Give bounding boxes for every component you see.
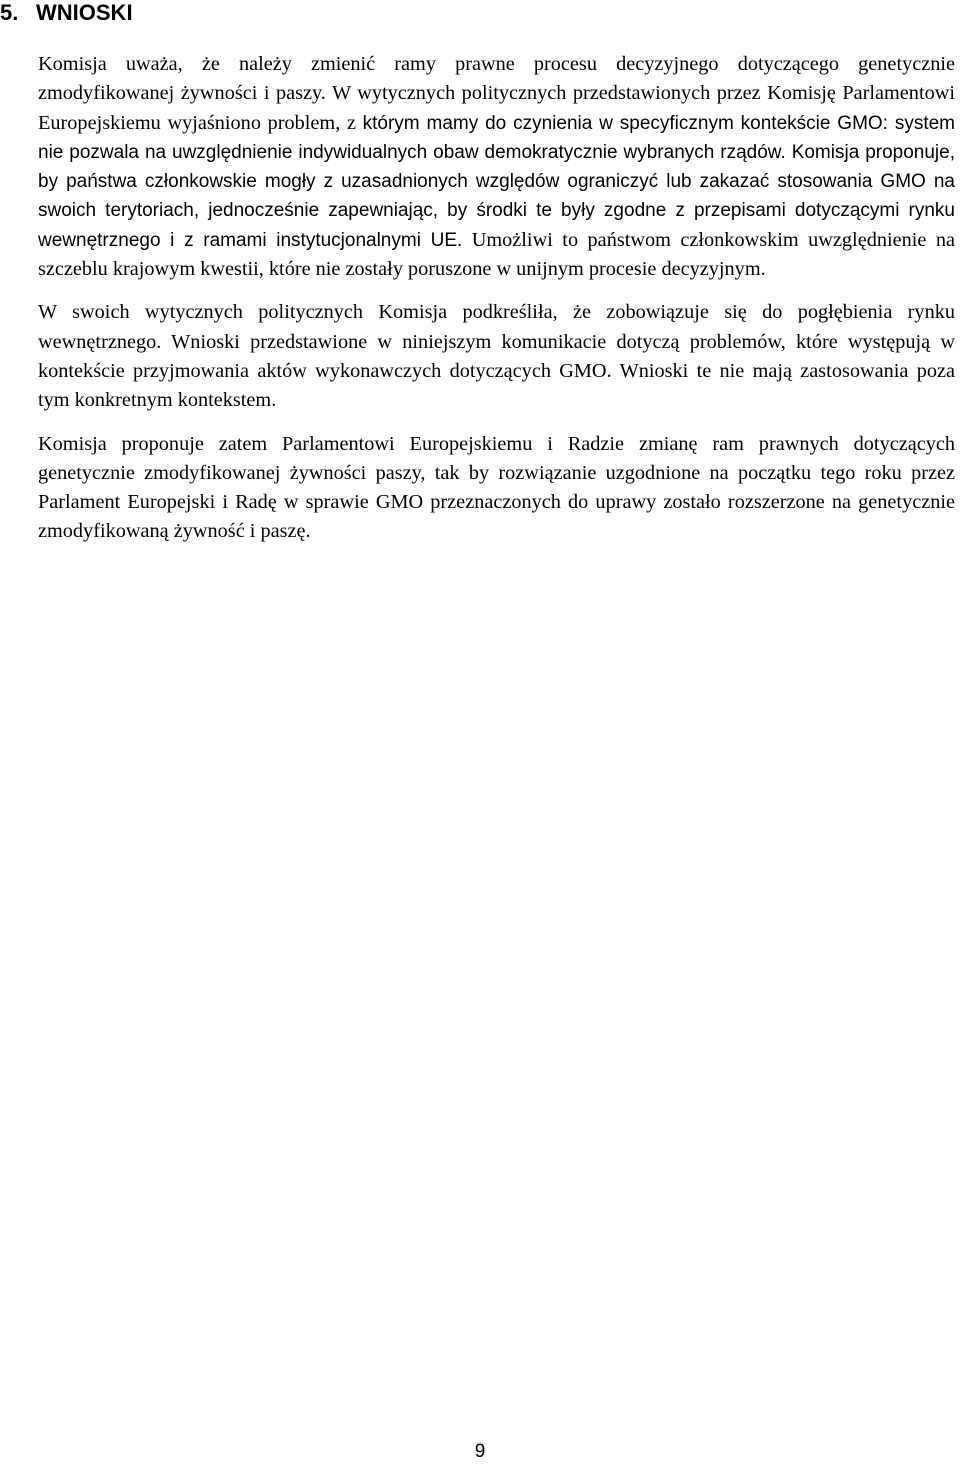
section-title: WNIOSKI xyxy=(36,0,133,25)
paragraph-1-middle: którym mamy do czynienia w specyficznym kontekście GMO: system nie pozwala na uwzględnienie indywidualnych obaw demokratycznie wybranych rządów. Komisja proponuje, by państwa członkowskie mogły z uzasadnionych względów ograniczyć lub zakazać stosowania GMO na swoich terytoriach, jednocześnie zapewniając, by środki te były zgodne z przepisami dotyczącymi rynku wewnętrznego i z ramami instytucjonalnymi UE. xyxy=(38,112,956,251)
paragraph-1-tail: Umożliwi to państwom członkowskim uwzględnienie na szczeblu krajowym kwestii, które nie zostały poruszone w unijnym procesie decyzyjnym. xyxy=(38,228,955,281)
paragraph-1-lead: Komisja uważa, że należy zmienić ramy prawne procesu decyzyjnego dotyczącego genetycznie zmodyfikowanej żywności i paszy. W wytycznych politycznych przedstawionych przez Komisję Parlamentowi Europejskiemu wyjaśniono problem, z xyxy=(38,53,955,134)
section-heading xyxy=(0,0,133,26)
paragraph-3: Komisja proponuje zatem Parlamentowi Europejskiemu i Radzie zmianę ram prawnych dotyczących genetycznie zmodyfikowanej żywności paszy, tak by rozwiązanie uzgodnione na początku tego roku przez Parlament Europejski i Radę w sprawie GMO przeznaczonych do uprawy zostało rozszerzone na genetycznie zmodyfikowaną żywność i paszę. xyxy=(38,432,955,543)
paragraph-1 xyxy=(38,50,955,284)
section-number: 5. xyxy=(0,0,19,25)
page-number: 9 xyxy=(474,1441,486,1462)
document-body xyxy=(38,50,955,561)
paragraph-2: W swoich wytycznych politycznych Komisja podkreśliła, że zobowiązuje się do pogłębienia rynku wewnętrznego. Wnioski przedstawione w niniejszym komunikacie dotyczą problemów, które występują w kontekście przyjmowania aktów wykonawczych dotyczących GMO. Wnioski te nie mają zastosowania poza tym konkretnym kontekstem. xyxy=(38,301,955,412)
